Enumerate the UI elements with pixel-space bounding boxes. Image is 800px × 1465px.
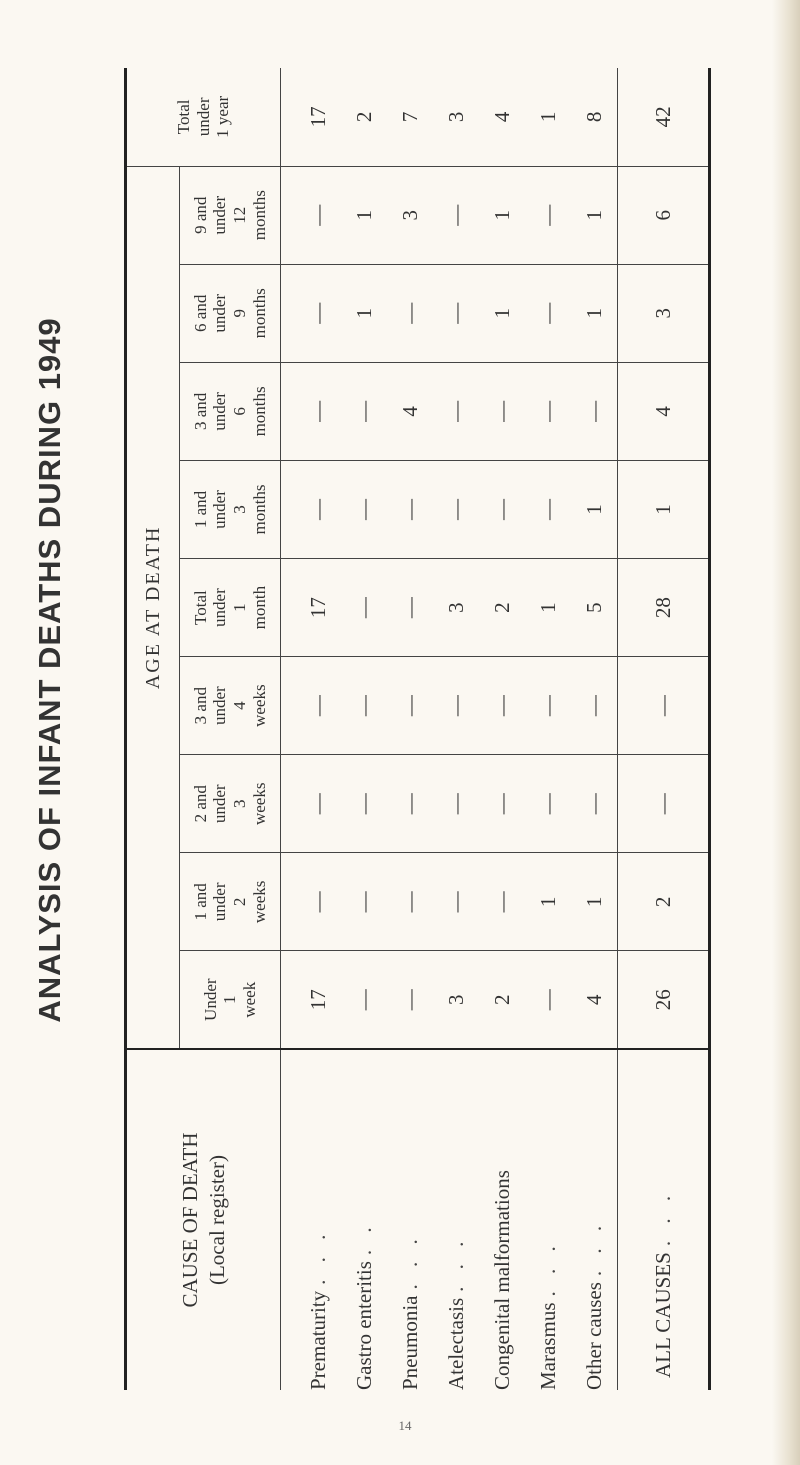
total-cell: 28	[618, 559, 710, 657]
table-cell: 1	[341, 166, 387, 264]
table-cell: 4	[387, 362, 433, 460]
table-cell: 1	[571, 264, 618, 362]
cause-label: Prematurity. . .	[295, 1049, 341, 1390]
table-cell: 4	[581, 994, 606, 1005]
total-cell: 1	[618, 460, 710, 558]
table-cell: —	[341, 755, 387, 853]
total-cell: 6	[618, 166, 710, 264]
table-cell: 8	[571, 68, 618, 166]
col-header-total-under-1-month: Total under 1 month	[180, 559, 281, 657]
total-cell: 42	[618, 68, 710, 166]
cause-label: Other causes. . .	[571, 1049, 618, 1390]
col-header-3-to-4-weeks: 3 and under 4 weeks	[180, 657, 281, 755]
table-cell: —	[433, 362, 479, 460]
infant-deaths-table	[124, 68, 711, 1390]
table-cell: —	[433, 460, 479, 558]
table-cell: —	[433, 657, 479, 755]
table-cell: —	[295, 460, 341, 558]
table-cell: —	[535, 989, 560, 1011]
table-cell: —	[387, 460, 433, 558]
table-cell: —	[387, 657, 433, 755]
table-cell: —	[341, 559, 387, 657]
table-cell: —	[387, 559, 433, 657]
spacer-row	[281, 68, 296, 1390]
table-cell: —	[295, 755, 341, 853]
total-cell: 26	[618, 951, 710, 1049]
table-cell: —	[341, 657, 387, 755]
table-cell: —	[479, 755, 525, 853]
table-cell: 1	[525, 68, 571, 166]
table-cell: —	[479, 460, 525, 558]
table-cell: —	[525, 755, 571, 853]
table-cell: 1	[341, 264, 387, 362]
col-header-total-under-1-year: Total under 1 year	[126, 68, 281, 166]
table-row	[433, 68, 479, 1390]
table-cell: —	[351, 989, 376, 1011]
table-cell: —	[295, 853, 341, 951]
table-cell: 5	[571, 559, 618, 657]
table-cell: 1	[571, 460, 618, 558]
total-cell: —	[618, 755, 710, 853]
col-header-1-to-3-months: 1 and under 3 months	[180, 460, 281, 558]
table-cell: —	[525, 166, 571, 264]
table-cell: —	[571, 362, 618, 460]
cause-of-death-header	[126, 1049, 281, 1390]
table-cell: 3	[433, 68, 479, 166]
table-cell: 1	[479, 166, 525, 264]
cause-label: Atelectasis. . .	[433, 1049, 479, 1390]
col-header-2-to-3-weeks: 2 and under 3 weeks	[180, 755, 281, 853]
table-cell: —	[479, 657, 525, 755]
table-cell: 1	[571, 166, 618, 264]
table-cell: —	[571, 657, 618, 755]
total-cell: 3	[618, 264, 710, 362]
table-cell: 3	[387, 166, 433, 264]
table-row	[525, 68, 571, 1390]
table-cell: —	[571, 755, 618, 853]
col-header-9-to-12-months: 9 and under 12 months	[180, 166, 281, 264]
table-cell: 3	[443, 994, 468, 1005]
table-cell: 1	[479, 264, 525, 362]
table-cell: 1	[525, 853, 571, 951]
table-cell: —	[433, 755, 479, 853]
total-row	[618, 68, 710, 1390]
table-cell: —	[387, 755, 433, 853]
table-cell: —	[341, 362, 387, 460]
cause-label: Pneumonia. . .	[387, 1049, 433, 1390]
table-cell: 7	[387, 68, 433, 166]
table-cell: —	[295, 166, 341, 264]
table-cell: 1	[525, 559, 571, 657]
cause-header-line1: CAUSE OF DEATH	[178, 1132, 203, 1308]
rotated-table-wrapper	[124, 68, 684, 1390]
cause-label: Marasmus. . .	[525, 1049, 571, 1390]
cause-label: Gastro enteritis. .	[341, 1049, 387, 1390]
table-cell: —	[397, 989, 422, 1011]
table-cell: —	[341, 853, 387, 951]
table-row	[571, 68, 618, 1390]
table-row	[295, 68, 341, 1390]
cause-label: Congenital malformations	[479, 1049, 525, 1390]
table-cell: 2	[479, 559, 525, 657]
table-cell: 4	[479, 68, 525, 166]
age-at-death-header: AGE AT DEATH	[126, 166, 180, 1049]
col-header-1-to-2-weeks: 1 and under 2 weeks	[180, 853, 281, 951]
total-cell: 2	[618, 853, 710, 951]
table-cell: —	[295, 362, 341, 460]
total-cell: —	[618, 657, 710, 755]
table-cell: 17	[305, 989, 330, 1011]
table-cell: —	[525, 460, 571, 558]
col-header-6-to-9-months: 6 and under 9 months	[180, 264, 281, 362]
col-header-under-1-week: Under 1 week	[180, 951, 281, 1049]
table-cell: —	[387, 853, 433, 951]
total-cell: 4	[618, 362, 710, 460]
table-cell: —	[479, 853, 525, 951]
table-cell: —	[525, 657, 571, 755]
table-cell: —	[433, 853, 479, 951]
table-cell: —	[387, 264, 433, 362]
table-cell: —	[295, 264, 341, 362]
table-cell: —	[433, 166, 479, 264]
cause-header-line2: (Local register)	[204, 1155, 229, 1286]
table-cell: 2	[489, 994, 514, 1005]
table-cell: 17	[295, 559, 341, 657]
table-cell: 2	[341, 68, 387, 166]
col-header-3-to-6-months: 3 and under 6 months	[180, 362, 281, 460]
table-cell: —	[525, 362, 571, 460]
table-cell: 17	[295, 68, 341, 166]
table-cell: —	[433, 264, 479, 362]
table-cell: —	[479, 362, 525, 460]
table-row	[479, 68, 525, 1390]
page-edge-shadow	[772, 0, 800, 1465]
table-row	[341, 68, 387, 1390]
page-number: 14	[398, 1418, 412, 1433]
page-title: ANALYSIS OF INFANT DEATHS DURING 1949	[32, 317, 67, 1023]
total-cause-label: ALL CAUSES. . .	[618, 1049, 710, 1390]
table-row	[387, 68, 433, 1390]
table-cell: —	[295, 657, 341, 755]
table-cell: 1	[571, 853, 618, 951]
table-cell: —	[341, 460, 387, 558]
table-cell: 3	[433, 559, 479, 657]
table-cell: —	[525, 264, 571, 362]
